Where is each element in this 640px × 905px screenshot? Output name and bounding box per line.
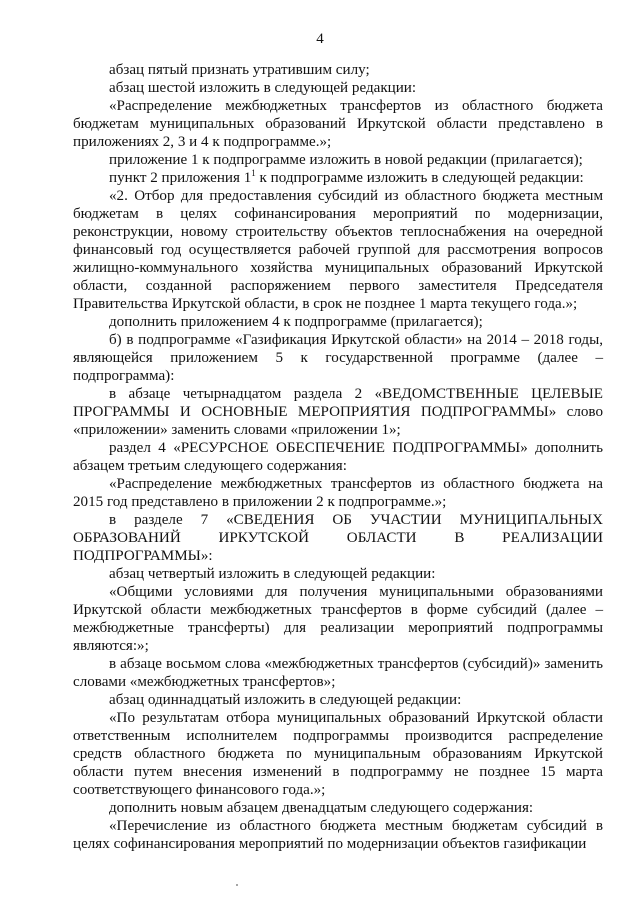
- paragraph: приложение 1 к подпрограмме изложить в новой редакции (прилагается);: [109, 152, 583, 168]
- paragraph: абзац четвертый изложить в следующей редакции:: [109, 566, 436, 582]
- paragraph: «Распределение межбюджетных трансфертов из областного бюджета на 2015 год представлено в приложении 2 к подпрограмме.»;: [73, 476, 603, 510]
- document-body: [73, 61, 603, 853]
- paragraph: дополнить новым абзацем двенадцатым следующего содержания:: [109, 800, 534, 816]
- paragraph-section-7: в разделе 7 «СВЕДЕНИЯ ОБ УЧАСТИИ МУНИЦИПАЛЬНЫХ ОБРАЗОВАНИЙ ИРКУТСКОЙ ОБЛАСТИ В РЕАЛИЗАЦИИ ПОДПРОГРАММЫ»:: [73, 512, 603, 564]
- scan-speck: [236, 884, 238, 886]
- paragraph: в абзаце четырнадцатом раздела 2 «ВЕДОМСТВЕННЫЕ ЦЕЛЕВЫЕ ПРОГРАММЫ И ОСНОВНЫЕ МЕРОПРИЯТИЯ ПОДПРОГРАММЫ» слово «приложении» заменить словами «приложении 1»;: [73, 386, 603, 438]
- paragraph: абзац одиннадцатый изложить в следующей редакции:: [109, 692, 462, 708]
- page-number: 4: [316, 31, 324, 47]
- superscript-number: 1: [251, 168, 256, 178]
- paragraph: абзац шестой изложить в следующей редакции:: [109, 80, 417, 96]
- paragraph: в абзаце восьмом слова «межбюджетных трансфертов (субсидий)» заменить словами «межбюджетных трансфертов»;: [73, 656, 603, 690]
- paragraph: «2. Отбор для предоставления субсидий из областного бюджета местным бюджетам в целях софинансирования мероприятий по модернизации, реконструкции, новому строительству объектов теплоснабжения на очередной финансовый год осуществляется рабочей группой для рассмотрения вопросов жилищно-коммунального хозяйства муниципальных образований Иркутской области, созданной распоряжением первого заместителя Председателя Правительства Иркутской области, в срок не позднее 1 марта текущего года.»;: [73, 188, 603, 312]
- paragraph-last: «Перечисление из областного бюджета местным бюджетам субсидий в целях софинансирования мероприятий по модернизации объектов газификации: [73, 818, 603, 852]
- paragraph: абзац пятый признать утратившим силу;: [109, 62, 370, 78]
- paragraph: раздел 4 «РЕСУРСНОЕ ОБЕСПЕЧЕНИЕ ПОДПРОГРАММЫ» дополнить абзацем третьим следующего содержания:: [73, 440, 603, 474]
- punkt-text: пункт 2 приложения 1: [109, 170, 252, 186]
- paragraph: «Общими условиями для получения муниципальными образованиями Иркутской области межбюджетных трансфертов в форме субсидий (далее – межбюджетные трансферты) для реализации мероприятий подпрограммы являются:»;: [73, 584, 603, 654]
- paragraph: «По результатам отбора муниципальных образований Иркутской области ответственным исполнителем подпрограммы производится распределение средств областного бюджета по муниципальным образованиям Иркутской области путем внесения изменений в подпрограмму не позднее 15 марта соответствующего финансового года.»;: [73, 710, 603, 798]
- paragraph: «Распределение межбюджетных трансфертов из областного бюджета бюджетам муниципальных образований Иркутской области представлено в приложениях 2, 3 и 4 к подпрограмме.»;: [73, 98, 603, 150]
- paragraph: б) в подпрограмме «Газификация Иркутской области» на 2014 – 2018 годы, являющейся приложением 5 к государственной программе (далее – подпрограмма):: [73, 332, 603, 384]
- paragraph-punkt: [73, 169, 603, 187]
- paragraph: дополнить приложением 4 к подпрограмме (прилагается);: [109, 314, 483, 330]
- punkt-text-continued: к подпрограмме изложить в следующей редакции:: [255, 170, 584, 186]
